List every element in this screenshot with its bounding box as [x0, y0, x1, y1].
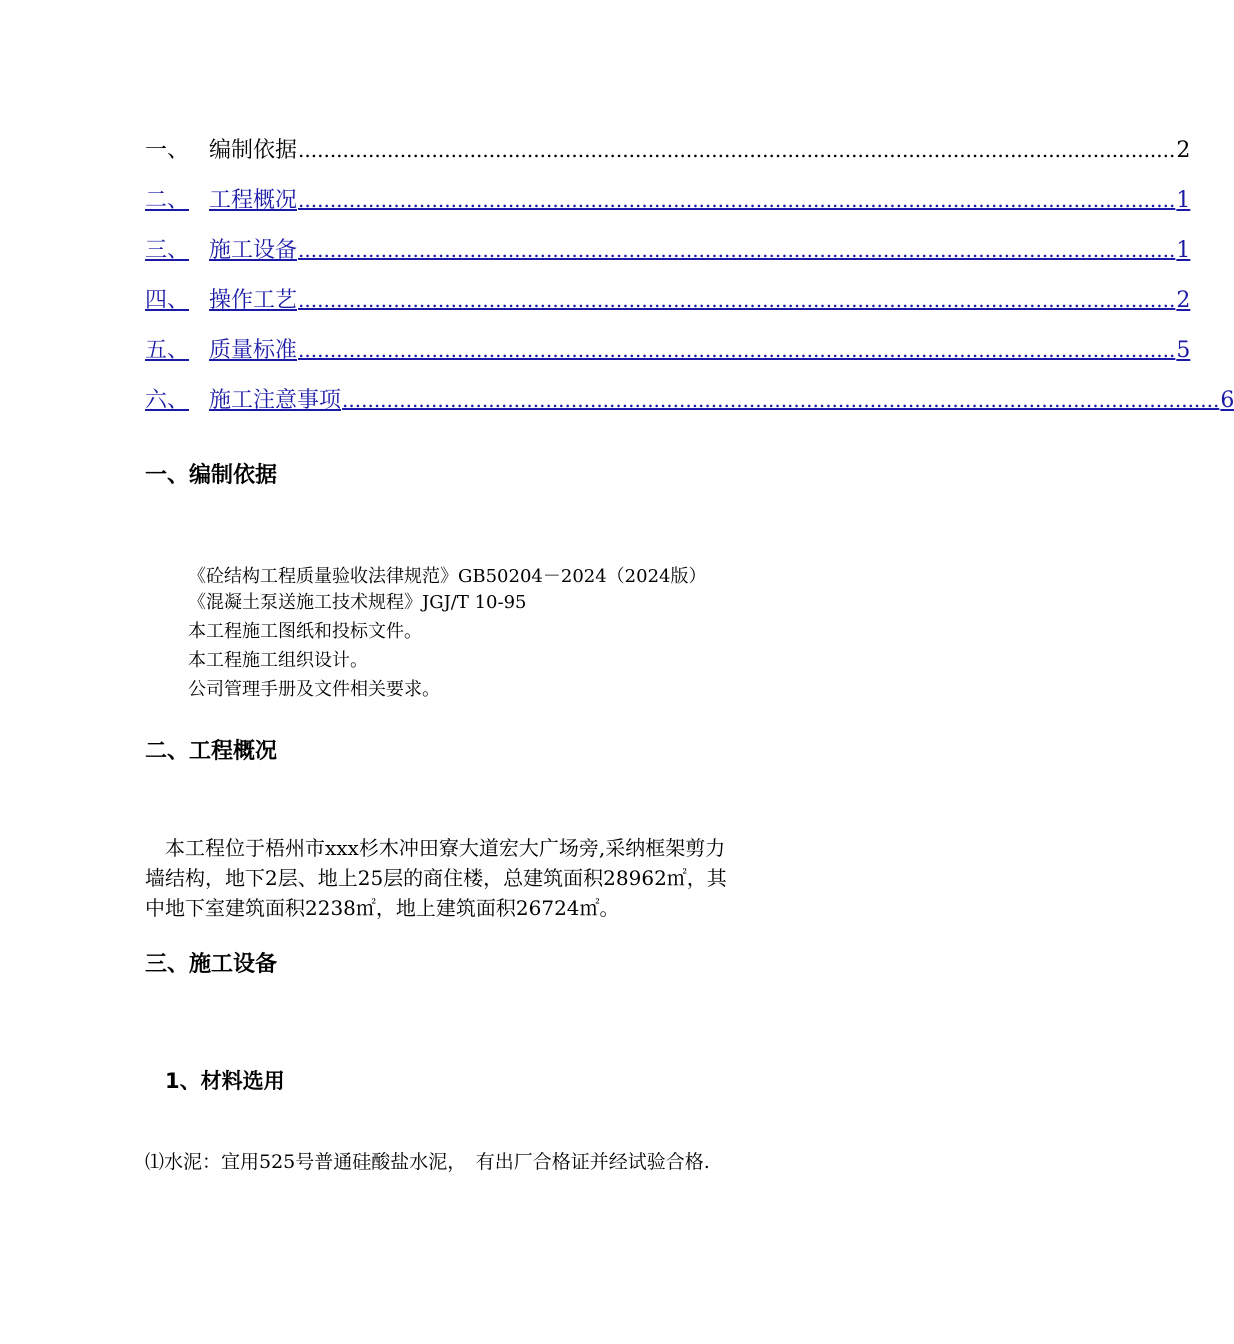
sub-heading-materials: 1、材料选用 — [165, 1069, 285, 1093]
overview-paragraph — [145, 833, 810, 923]
toc-row — [145, 135, 1191, 165]
toc-link-row[interactable] — [145, 185, 1191, 215]
toc-leader-dots[interactable]: .......................................................................................................................................... — [298, 238, 1176, 262]
basis-item: 《混凝土泵送施工技术规程》JGJ/T 10-95 — [188, 592, 527, 613]
toc-entry-label: 一、 编制依据 — [145, 138, 298, 163]
toc-link-row[interactable] — [145, 285, 1191, 315]
toc-page-number[interactable]: 1 — [1176, 188, 1191, 213]
toc-entry-label[interactable]: 四、 操作工艺 — [145, 288, 298, 313]
materials-line: ⑴水泥：宜用525号普通硅酸盐水泥， 有出厂合格证并经试验合格. — [145, 1151, 710, 1173]
toc-link-row[interactable] — [145, 385, 1234, 415]
section-heading-basis: 一、编制依据 — [145, 463, 278, 488]
toc-page-number: 2 — [1176, 138, 1191, 163]
toc-page-number[interactable]: 6 — [1220, 388, 1234, 413]
toc-leader-dots[interactable]: .......................................................................................................................................... — [298, 188, 1176, 212]
toc-leader-dots[interactable]: .......................................................................................................................................... — [298, 288, 1176, 312]
basis-item: 《砼结构工程质量验收法律规范》GB50204－2024（2024版） — [188, 566, 707, 587]
section-heading-overview: 二、工程概况 — [145, 739, 278, 764]
section-heading-equipment: 三、施工设备 — [145, 952, 278, 977]
basis-item: 本工程施工图纸和投标文件。 — [188, 621, 422, 642]
toc-leader-dots[interactable]: .......................................................................................................................................... — [342, 388, 1220, 412]
toc-leader-dots[interactable]: .......................................................................................................................................... — [298, 338, 1176, 362]
toc-leader-dots: .......................................................................................................................................... — [298, 138, 1176, 162]
toc-page-number[interactable]: 5 — [1176, 338, 1191, 363]
overview-line: 本工程位于梧州市xxx杉木冲田寮大道宏大广场旁,采纳框架剪力 — [145, 836, 726, 860]
basis-item: 本工程施工组织设计。 — [188, 650, 368, 671]
toc-link-row[interactable] — [145, 335, 1191, 365]
toc-entry-label[interactable]: 六、 施工注意事项 — [145, 388, 342, 413]
toc-page-number[interactable]: 2 — [1176, 288, 1191, 313]
toc-entry-label[interactable]: 五、 质量标准 — [145, 338, 298, 363]
overview-line: 墙结构，地下2层、地上25层的商住楼，总建筑面积28962㎡，其 — [145, 866, 727, 890]
basis-item: 公司管理手册及文件相关要求。 — [188, 679, 440, 700]
toc-entry-label[interactable]: 三、 施工设备 — [145, 238, 298, 263]
toc-page-number[interactable]: 1 — [1176, 238, 1191, 263]
overview-line: 中地下室建筑面积2238㎡，地上建筑面积26724㎡。 — [145, 896, 620, 920]
toc-link-row[interactable] — [145, 235, 1191, 265]
toc-entry-label[interactable]: 二、 工程概况 — [145, 188, 298, 213]
